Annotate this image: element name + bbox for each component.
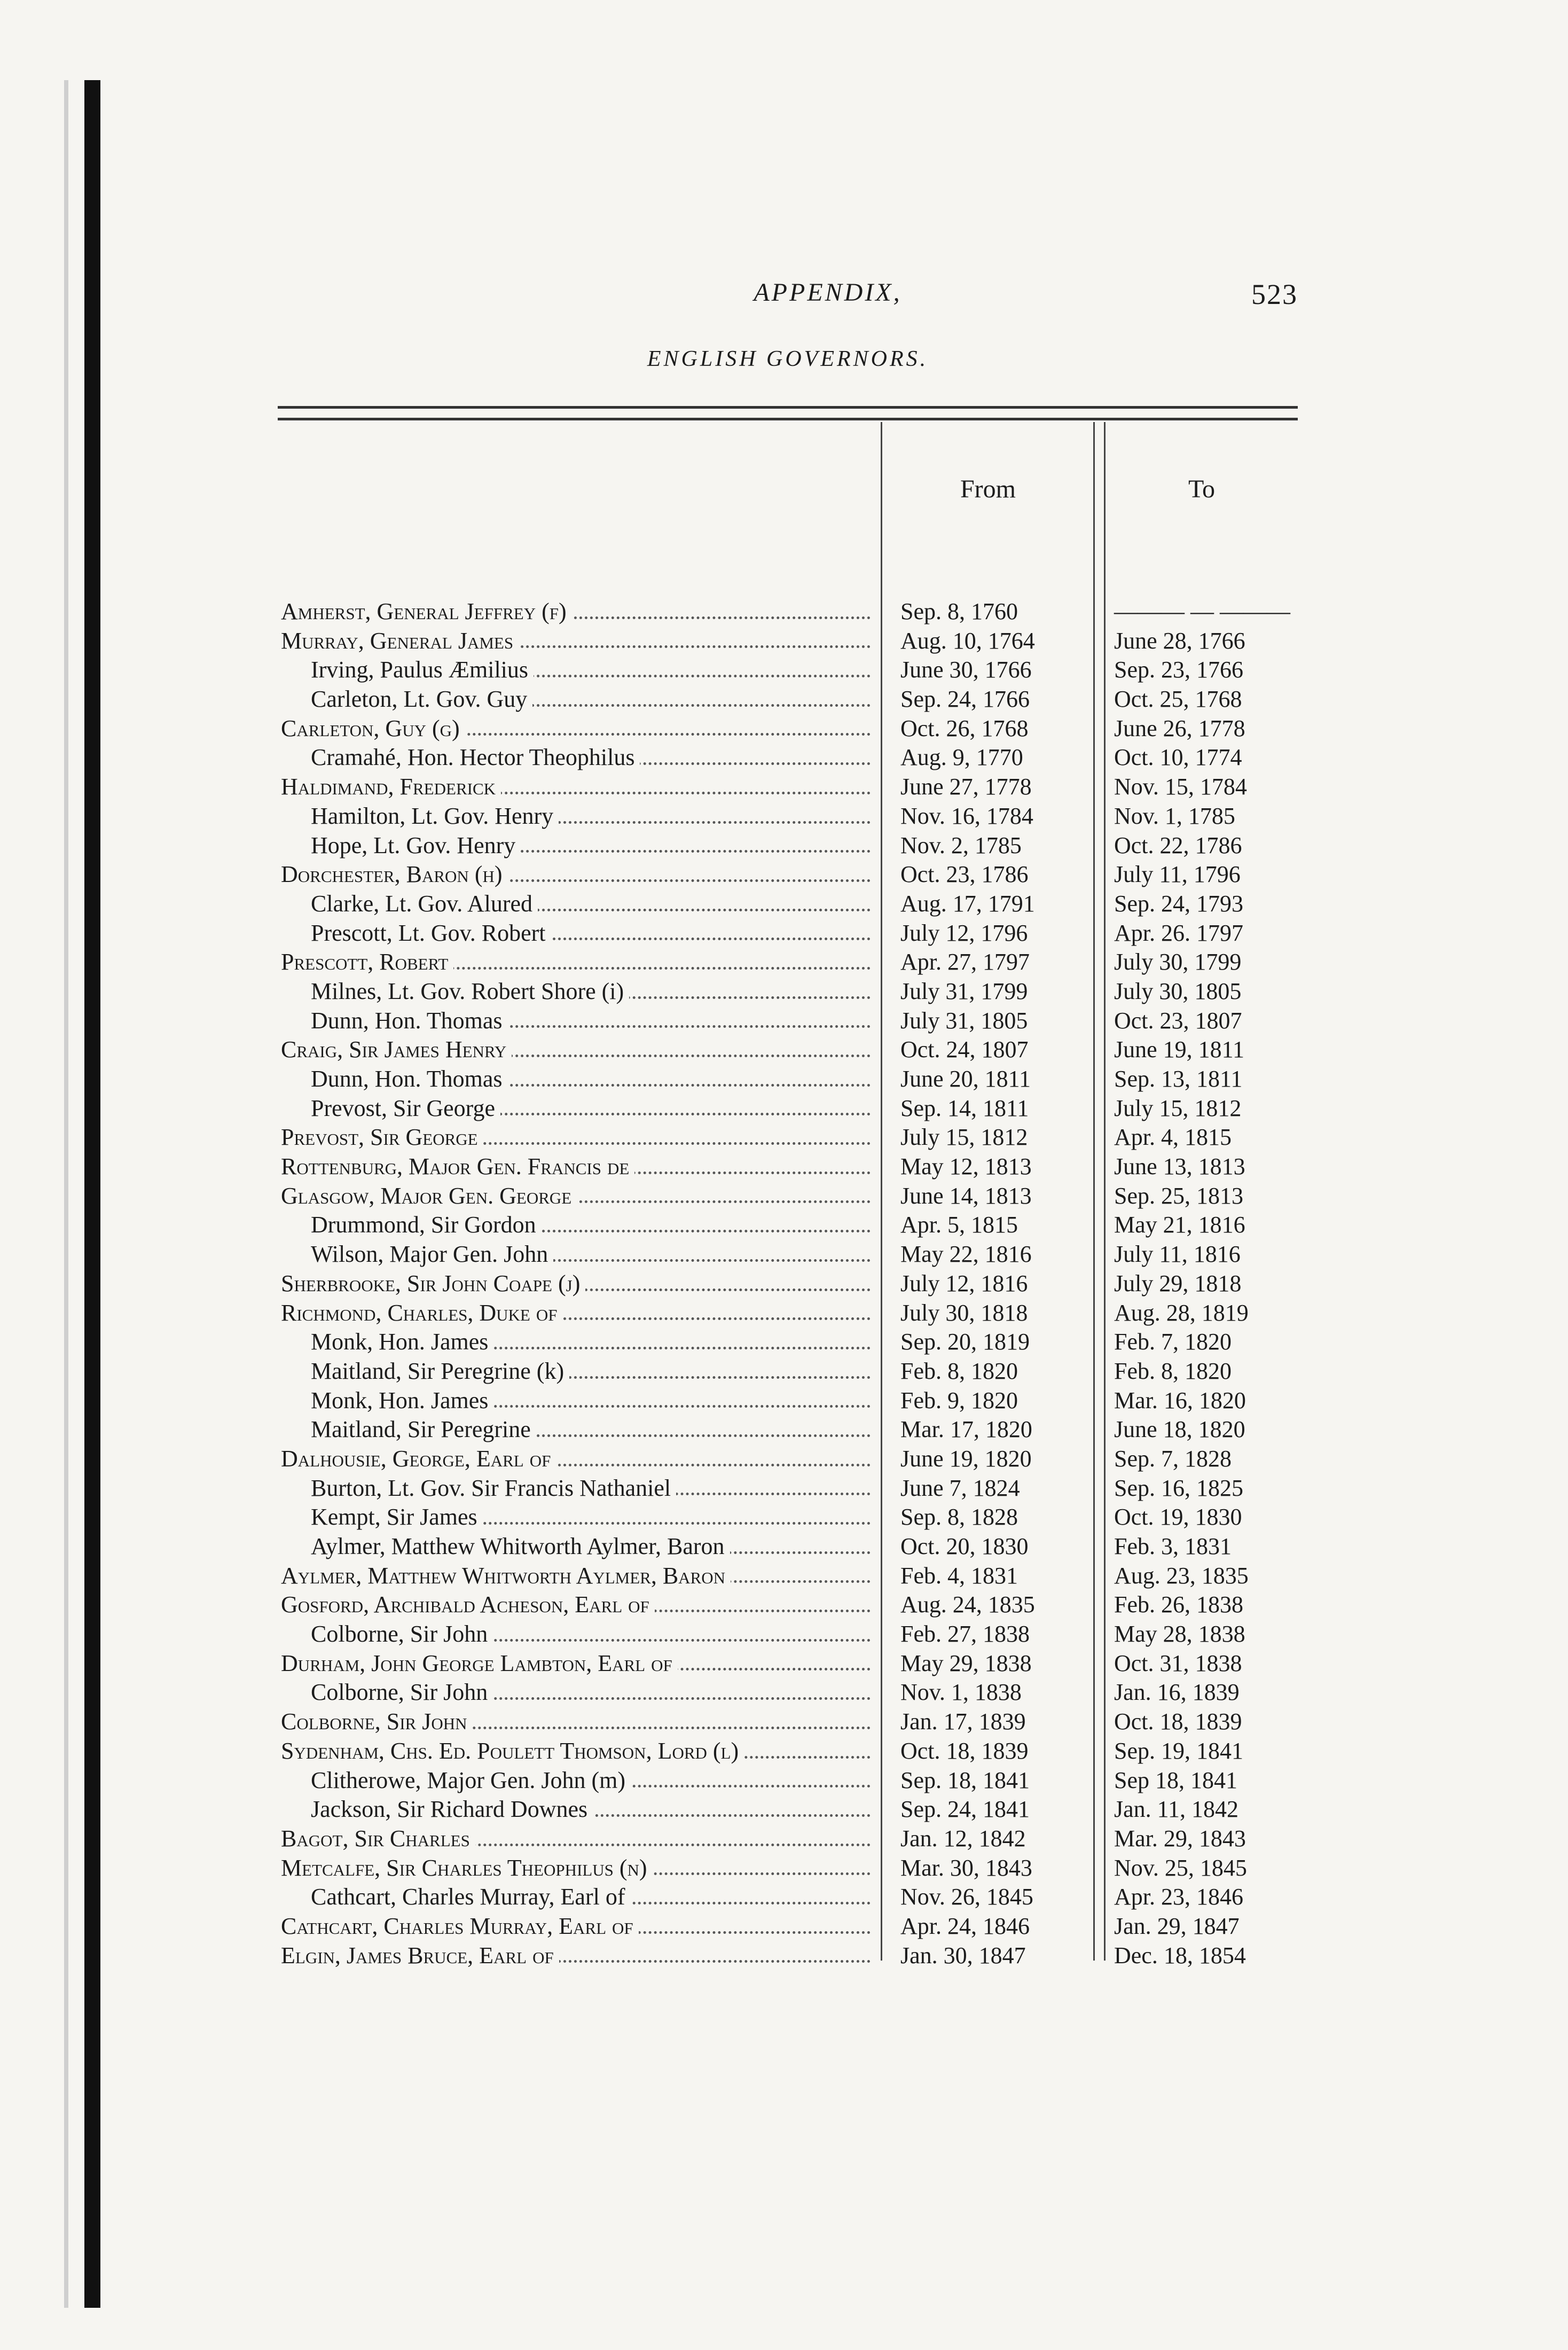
to-date: Feb. 3, 1831: [1114, 1533, 1232, 1559]
governor-name-cell: [281, 1766, 874, 1795]
from-date: July 12, 1796: [900, 919, 1028, 946]
to-date: June 19, 1811: [1114, 1036, 1245, 1063]
governor-name: Monk, Hon. James: [281, 1329, 493, 1355]
table-row: [281, 977, 1301, 1006]
table-row: [281, 1123, 1301, 1152]
governor-name-cell: [281, 802, 874, 831]
governor-name: Wilson, Major Gen. John: [281, 1241, 553, 1267]
to-date: Mar. 16, 1820: [1114, 1387, 1246, 1414]
governor-name: Maitland, Sir Peregrine: [281, 1416, 536, 1442]
to-date: Sep. 16, 1825: [1114, 1474, 1243, 1501]
to-date: Nov. 15, 1784: [1114, 774, 1247, 800]
to-date: Nov. 25, 1845: [1114, 1854, 1247, 1881]
from-date: June 19, 1820: [900, 1445, 1032, 1472]
page-header: [278, 278, 1298, 321]
to-date: May 21, 1816: [1114, 1212, 1245, 1238]
to-date: Feb. 26, 1838: [1114, 1591, 1243, 1618]
table-row: [281, 948, 1301, 977]
table-row: [281, 919, 1301, 948]
from-date: Apr. 27, 1797: [900, 949, 1030, 975]
table-row: [281, 1941, 1301, 1971]
to-date: June 18, 1820: [1114, 1416, 1245, 1443]
from-date: June 14, 1813: [900, 1182, 1032, 1209]
table-row: [281, 743, 1301, 772]
from-date: Apr. 24, 1846: [900, 1912, 1030, 1939]
governor-name-cell: [281, 1678, 874, 1707]
governor-name: Kempt, Sir James: [281, 1504, 483, 1530]
from-date: Nov. 16, 1784: [900, 802, 1033, 829]
to-date: Oct. 25, 1768: [1114, 686, 1242, 713]
from-date: Sep. 24, 1841: [900, 1796, 1030, 1823]
governor-name-cell: [281, 1123, 874, 1152]
from-date: Apr. 5, 1815: [900, 1212, 1018, 1238]
from-date: July 30, 1818: [900, 1299, 1028, 1326]
governor-name-cell: [281, 977, 874, 1006]
table-row: [281, 1386, 1301, 1416]
from-date: Sep. 20, 1819: [900, 1329, 1030, 1355]
governor-name-cell: [281, 1795, 874, 1824]
to-date: June 13, 1813: [1114, 1153, 1245, 1180]
governor-name-cell: [281, 1415, 874, 1445]
governor-name: Durham, John George Lambton, Earl of: [281, 1650, 678, 1676]
top-rule-double: [278, 418, 1298, 420]
from-date: Aug. 17, 1791: [900, 890, 1035, 917]
table-row: [281, 1795, 1301, 1824]
governor-name-cell: [281, 1474, 874, 1503]
governor-name-cell: [281, 1824, 874, 1854]
from-date: Feb. 27, 1838: [900, 1621, 1030, 1648]
top-rule: [278, 406, 1298, 409]
table-row: [281, 1415, 1301, 1445]
table-row: [281, 1824, 1301, 1854]
table-row: [281, 1182, 1301, 1211]
table-row: [281, 655, 1301, 685]
table-row: [281, 889, 1301, 919]
governor-name-cell: [281, 1912, 874, 1941]
to-date: Jan. 11, 1842: [1114, 1796, 1239, 1823]
from-date: July 12, 1816: [900, 1270, 1028, 1297]
governor-name: Aylmer, Matthew Whitworth Aylmer, Baron: [281, 1533, 730, 1559]
from-date: Feb. 9, 1820: [900, 1387, 1018, 1414]
from-date: Aug. 9, 1770: [900, 744, 1023, 771]
to-date: Apr. 4, 1815: [1114, 1124, 1232, 1151]
table-row: [281, 1445, 1301, 1474]
governor-name-cell: [281, 1532, 874, 1562]
governor-name-cell: [281, 1503, 874, 1532]
governor-name-cell: [281, 1328, 874, 1357]
to-date: Sep. 7, 1828: [1114, 1445, 1232, 1472]
to-date: Aug. 23, 1835: [1114, 1562, 1249, 1589]
governor-name: Bagot, Sir Charles: [281, 1825, 475, 1852]
to-date: Apr. 23, 1846: [1114, 1884, 1243, 1910]
governor-name-cell: [281, 627, 874, 656]
governor-name: Prevost, Sir George: [281, 1124, 483, 1150]
table-row: [281, 1532, 1301, 1562]
governor-name: Cramahé, Hon. Hector Theophilus: [281, 744, 640, 770]
to-date: Oct. 31, 1838: [1114, 1650, 1242, 1676]
governor-name: Haldimand, Frederick: [281, 774, 501, 800]
governor-name: Dalhousie, George, Earl of: [281, 1446, 556, 1472]
governor-name-cell: [281, 1620, 874, 1649]
governor-name: Dunn, Hon. Thomas: [281, 1008, 508, 1034]
column-header-from: From: [960, 475, 1016, 503]
from-date: June 30, 1766: [900, 657, 1032, 683]
table-row: [281, 1269, 1301, 1299]
governor-name-cell: [281, 1737, 874, 1766]
governor-name: Maitland, Sir Peregrine (k): [281, 1358, 569, 1384]
to-date: July 11, 1816: [1114, 1241, 1241, 1268]
governor-name-cell: [281, 1182, 874, 1211]
to-date: Sep 18, 1841: [1114, 1767, 1237, 1793]
from-date: May 29, 1838: [900, 1650, 1032, 1676]
governor-name-cell: [281, 1269, 874, 1299]
governor-name: Amherst, General Jeffrey (f): [281, 598, 572, 624]
governor-name: Cathcart, Charles Murray, Earl of: [281, 1884, 630, 1910]
page-number: 523: [1251, 278, 1298, 310]
governor-name: Metcalfe, Sir Charles Theophilus (n): [281, 1855, 653, 1881]
from-date: Nov. 26, 1845: [900, 1884, 1033, 1910]
table-row: [281, 1766, 1301, 1795]
from-date: July 15, 1812: [900, 1124, 1028, 1151]
governor-name-cell: [281, 1941, 874, 1971]
from-date: Sep. 24, 1766: [900, 686, 1030, 713]
table-row: [281, 597, 1301, 627]
running-head: APPENDIX,: [754, 278, 902, 307]
governor-name-cell: [281, 1854, 874, 1883]
governor-name: Carleton, Lt. Gov. Guy: [281, 686, 532, 712]
governor-name: Craig, Sir James Henry: [281, 1036, 512, 1063]
from-date: Oct. 18, 1839: [900, 1737, 1029, 1764]
from-date: Sep. 8, 1828: [900, 1504, 1018, 1531]
from-date: May 22, 1816: [900, 1241, 1032, 1268]
from-date: May 12, 1813: [900, 1153, 1032, 1180]
from-date: Feb. 8, 1820: [900, 1357, 1018, 1384]
table-row: [281, 1240, 1301, 1269]
governor-name: Jackson, Sir Richard Downes: [281, 1796, 593, 1822]
to-date: Oct. 22, 1786: [1114, 832, 1242, 858]
from-date: Mar. 17, 1820: [900, 1416, 1032, 1443]
governor-name: Murray, General James: [281, 628, 519, 654]
table-row: [281, 1503, 1301, 1532]
table-row: [281, 685, 1301, 714]
table-row: [281, 1474, 1301, 1503]
governor-name-cell: [281, 1386, 874, 1416]
to-date: Oct. 23, 1807: [1114, 1007, 1242, 1034]
table-row: [281, 714, 1301, 744]
table-row: [281, 1737, 1301, 1766]
table-row: [281, 831, 1301, 861]
governor-name-cell: [281, 1707, 874, 1737]
table-row: [281, 627, 1301, 656]
governor-name-cell: [281, 1883, 874, 1912]
from-date: June 7, 1824: [900, 1474, 1020, 1501]
governor-name: Dorchester, Baron (h): [281, 861, 508, 887]
to-date: Feb. 7, 1820: [1114, 1329, 1232, 1355]
binding-spine: [84, 80, 100, 2308]
to-date: Sep. 23, 1766: [1114, 657, 1243, 683]
from-date: Oct. 23, 1786: [900, 861, 1029, 888]
table-row: [281, 1678, 1301, 1707]
governor-name: Drummond, Sir Gordon: [281, 1212, 542, 1238]
governor-name-cell: [281, 1094, 874, 1123]
to-date: May 28, 1838: [1114, 1621, 1245, 1648]
table-row: [281, 1707, 1301, 1737]
from-date: Aug. 24, 1835: [900, 1591, 1035, 1618]
governor-name-cell: [281, 685, 874, 714]
governor-name: Clarke, Lt. Gov. Alured: [281, 891, 538, 917]
governor-name: Gosford, Archibald Acheson, Earl of: [281, 1591, 655, 1618]
governor-name: Richmond, Charles, Duke of: [281, 1300, 563, 1326]
governor-name-cell: [281, 1152, 874, 1182]
governor-name-cell: [281, 1035, 874, 1065]
governor-name-cell: [281, 1299, 874, 1328]
to-date: July 11, 1796: [1114, 861, 1241, 888]
to-date: July 29, 1818: [1114, 1270, 1242, 1297]
governor-name: Carleton, Guy (g): [281, 715, 465, 741]
governor-name-cell: [281, 597, 874, 627]
to-date: Sep. 13, 1811: [1114, 1066, 1243, 1092]
governor-name: Rottenburg, Major Gen. Francis de: [281, 1153, 634, 1180]
table-row: [281, 1094, 1301, 1123]
governor-name: Cathcart, Charles Murray, Earl of: [281, 1913, 639, 1939]
table-row: [281, 1912, 1301, 1941]
from-date: Sep. 18, 1841: [900, 1767, 1030, 1793]
governor-name: Prevost, Sir George: [281, 1095, 500, 1121]
table-row: [281, 860, 1301, 889]
governor-name: Irving, Paulus Æmilius: [281, 657, 534, 683]
governor-name: Dunn, Hon. Thomas: [281, 1066, 508, 1092]
governor-name: Prescott, Lt. Gov. Robert: [281, 920, 551, 946]
from-date: Nov. 1, 1838: [900, 1679, 1022, 1706]
table-row: [281, 1562, 1301, 1591]
governor-name: Clitherowe, Major Gen. John (m): [281, 1767, 631, 1793]
section-title: ENGLISH GOVERNORS.: [647, 347, 929, 371]
to-date: June 26, 1778: [1114, 715, 1245, 741]
governors-table: [281, 597, 1301, 1970]
governor-name-cell: [281, 860, 874, 889]
from-date: Oct. 20, 1830: [900, 1533, 1029, 1559]
governor-name-cell: [281, 948, 874, 977]
to-date: Jan. 29, 1847: [1114, 1912, 1240, 1939]
from-date: June 20, 1811: [900, 1066, 1031, 1092]
governor-name-cell: [281, 1065, 874, 1094]
from-date: Aug. 10, 1764: [900, 627, 1035, 654]
from-date: July 31, 1805: [900, 1007, 1028, 1034]
governor-name-cell: [281, 772, 874, 802]
from-date: Sep. 14, 1811: [900, 1095, 1029, 1121]
to-date: July 30, 1805: [1114, 978, 1242, 1004]
governor-name-cell: [281, 889, 874, 919]
from-date: Oct. 26, 1768: [900, 715, 1029, 741]
to-date: Oct. 19, 1830: [1114, 1504, 1242, 1531]
governor-name-cell: [281, 831, 874, 861]
to-date: Oct. 18, 1839: [1114, 1708, 1242, 1735]
from-date: July 31, 1799: [900, 978, 1028, 1004]
governor-name: Glasgow, Major Gen. George: [281, 1183, 577, 1209]
table-row: [281, 1299, 1301, 1328]
to-date: ——— — ———: [1114, 598, 1290, 624]
from-date: Jan. 12, 1842: [900, 1825, 1026, 1852]
governor-name: Monk, Hon. James: [281, 1387, 493, 1414]
governor-name-cell: [281, 919, 874, 948]
from-date: Sep. 8, 1760: [900, 598, 1018, 624]
table-row: [281, 1035, 1301, 1065]
from-date: Feb. 4, 1831: [900, 1562, 1018, 1589]
governor-name: Sydenham, Chs. Ed. Poulett Thomson, Lord (l): [281, 1738, 744, 1764]
to-date: Nov. 1, 1785: [1114, 802, 1235, 829]
from-date: Mar. 30, 1843: [900, 1854, 1032, 1881]
table-row: [281, 1590, 1301, 1620]
to-date: Sep. 25, 1813: [1114, 1182, 1243, 1209]
to-date: Aug. 28, 1819: [1114, 1299, 1249, 1326]
governor-name: Hamilton, Lt. Gov. Henry: [281, 803, 559, 829]
table-row: [281, 772, 1301, 802]
page-edge-shadow: [64, 80, 68, 2308]
from-date: June 27, 1778: [900, 774, 1032, 800]
governor-name: Colborne, Sir John: [281, 1708, 473, 1735]
table-row: [281, 1006, 1301, 1036]
governor-name-cell: [281, 1240, 874, 1269]
governor-name: Aylmer, Matthew Whitworth Aylmer, Baron: [281, 1563, 731, 1589]
governor-name-cell: [281, 1006, 874, 1036]
table-row: [281, 1649, 1301, 1678]
from-date: Jan. 30, 1847: [900, 1942, 1026, 1969]
table-row: [281, 1065, 1301, 1094]
to-date: June 28, 1766: [1114, 627, 1245, 654]
governor-name: Colborne, Sir John: [281, 1679, 493, 1705]
table-row: [281, 1883, 1301, 1912]
governor-name: Prescott, Robert: [281, 949, 453, 975]
to-date: Sep. 24, 1793: [1114, 890, 1243, 917]
governor-name: Hope, Lt. Gov. Henry: [281, 832, 521, 858]
to-date: Feb. 8, 1820: [1114, 1357, 1232, 1384]
governor-name-cell: [281, 1357, 874, 1386]
to-date: Mar. 29, 1843: [1114, 1825, 1246, 1852]
to-date: Oct. 10, 1774: [1114, 744, 1242, 771]
governor-name: Sherbrooke, Sir John Coape (j): [281, 1270, 585, 1297]
to-date: July 15, 1812: [1114, 1095, 1242, 1121]
to-date: Sep. 19, 1841: [1114, 1737, 1243, 1764]
governor-name-cell: [281, 743, 874, 772]
governor-name: Milnes, Lt. Gov. Robert Shore (i): [281, 978, 629, 1004]
governor-name: Elgin, James Bruce, Earl of: [281, 1942, 559, 1969]
table-row: [281, 1152, 1301, 1182]
to-date: Jan. 16, 1839: [1114, 1679, 1240, 1706]
to-date: Apr. 26. 1797: [1114, 919, 1243, 946]
from-date: Jan. 17, 1839: [900, 1708, 1026, 1735]
table-row: [281, 1211, 1301, 1240]
from-date: Oct. 24, 1807: [900, 1036, 1029, 1063]
to-date: Dec. 18, 1854: [1114, 1942, 1246, 1969]
table-row: [281, 1328, 1301, 1357]
to-date: July 30, 1799: [1114, 949, 1242, 975]
governor-name-cell: [281, 1211, 874, 1240]
table-row: [281, 1854, 1301, 1883]
governor-name-cell: [281, 714, 874, 744]
governor-name-cell: [281, 1649, 874, 1678]
governor-name-cell: [281, 655, 874, 685]
column-header-to: To: [1188, 475, 1215, 503]
from-date: Nov. 2, 1785: [900, 832, 1022, 858]
table-row: [281, 1357, 1301, 1386]
governor-name: Burton, Lt. Gov. Sir Francis Nathaniel: [281, 1475, 676, 1501]
table-row: [281, 1620, 1301, 1649]
governor-name-cell: [281, 1445, 874, 1474]
governor-name-cell: [281, 1562, 874, 1591]
governor-name-cell: [281, 1590, 874, 1620]
table-row: [281, 802, 1301, 831]
governor-name: Colborne, Sir John: [281, 1621, 493, 1647]
